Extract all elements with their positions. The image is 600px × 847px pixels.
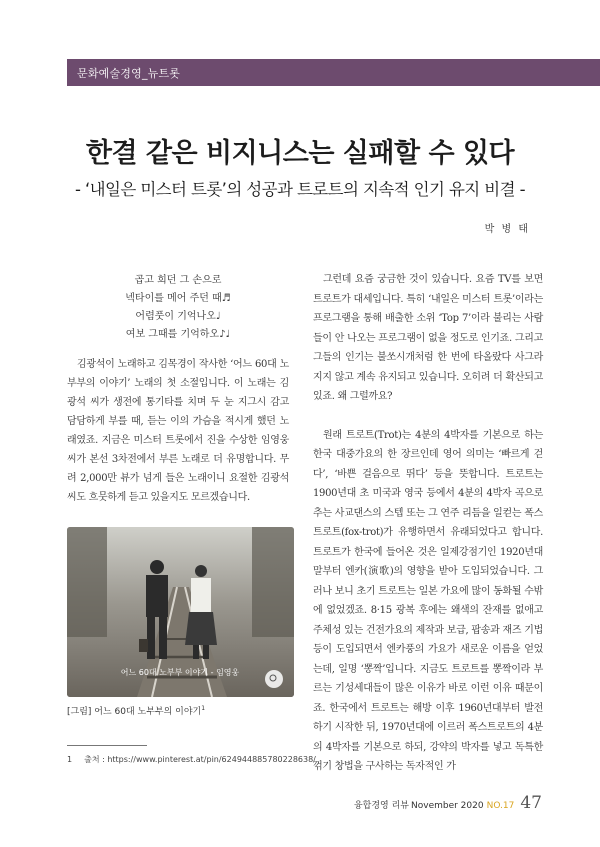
footnote-number: 1 xyxy=(67,755,73,764)
lens-icon xyxy=(265,670,283,688)
page-footer xyxy=(354,793,542,813)
couple-walking-photo xyxy=(67,527,294,697)
body-paragraph: 원래 트로트(Trot)는 4분의 4박자를 기본으로 하는 한국 대중가요의 한 장르인데 영어 의미는 ‘빠르게 걷다’, ‘바쁜 걸음으로 뛰다’ 등을 뜻합니다. 트로트는 1900년대 초 미국과 영국 등에서 4분의 4박자 곡으로 추는 사교댄스의 스텝 또는 그 연주 리듬을 일컫는 폭스트로트(fox-trot)가 유행하면서 유래되었다고 합니다. 트로트가 한국에 들어온 것은 일제강점기인 1920년대 말부터 엔카(演歌)의 영향을 받아 도입되었습니다. 그러나 보니 초기 트로트는 일본 가요에 많이 동화될 수밖에 없었겠죠. 8·15 광복 후에는 왜색의 잔재를 없애고 주체성 있는 건전가요의 제작과 보급, 팝송과 재즈 기법 등이 도입되면서 엔카풍의 가요가 새로운 이름을 얻었는데, 일명 ‘뽕짝’입니다. 지금도 트로트를 뽕짝이라 부르는 기성세대들이 많은 이유가 바로 이런 이유 때문이죠. 한국에서 트로트는 해방 이후 1960년대부터 발전하기 시작한 뒤, 1970년대에 이르러 폭스트로트의 4분의 4박자를 기본으로 하되, 강약의 박자를 넣고 독특한 꺾기 창법을 구사하는 독자적인 가 xyxy=(313,429,543,772)
section-banner xyxy=(67,59,600,86)
issue-date: November 2020 xyxy=(411,801,484,811)
poem-line: 어렴풋이 기억나오♩ xyxy=(135,311,221,322)
figure-photo xyxy=(67,527,294,697)
caption-text: [그림] 어느 60대 노부부의 이야기 xyxy=(67,707,202,717)
poem-line: 넥타이를 메어 주던 때♬ xyxy=(125,293,231,304)
page-number: 47 xyxy=(520,793,542,813)
poem-quote xyxy=(67,272,289,344)
publication-name: 융합경영 리뷰 xyxy=(353,801,409,811)
author-name: 박 병 태 xyxy=(484,224,530,235)
footnote xyxy=(67,754,316,765)
section-label: 문화예술경영_뉴트롯 xyxy=(77,66,181,80)
poem-line: 곱고 희던 그 손으로 xyxy=(134,275,222,286)
footnote-marker: 1 xyxy=(201,705,206,712)
left-column xyxy=(67,355,289,507)
footnote-text: 출처 : https://www.pinterest.at/pin/624944885780228638/ xyxy=(84,755,316,764)
article-subtitle: - ‘내일은 미스터 트롯’의 성공과 트로트의 지속적 인기 유지 비결 - xyxy=(75,180,525,199)
body-paragraph: 그런데 요즘 궁금한 것이 있습니다. 요즘 TV를 보면 트로트가 대세입니다. 특히 ‘내일은 미스터 트롯’이라는 프로그램을 통해 배출한 소위 ‘Top 7’이라 불리는 사람들이 안 나오는 프로그램이 없을 정도로 인기죠. 그리고 그들의 인기는 불쏘시개처럼 한 번에 타올랐다 사그라지지 않고 계속 유지되고 있습니다. 오히려 더 확산되고 있죠. 왜 그럴까요? xyxy=(313,274,543,402)
right-column xyxy=(313,270,543,777)
poem-line: 여보 그때를 기억하오♪♩ xyxy=(125,329,231,340)
photo-overlay-text: 어느 60대 노부부 이야기 - 임영웅 xyxy=(120,668,240,677)
issue-number: NO.17 xyxy=(486,801,515,811)
footnote-divider xyxy=(67,745,147,746)
article-title: 한결 같은 비지니스는 실패할 수 있다 xyxy=(85,138,515,169)
body-paragraph: 김광석이 노래하고 김목경이 작사한 ‘어느 60대 노부부의 이야기’ 노래의 첫 소절입니다. 이 노래는 김광석 씨가 생전에 통기타를 치며 두 눈 지그시 감고 담담하게 부를 때, 듣는 이의 가슴을 적시게 했던 노래였죠. 지금은 미스터 트롯에서 진을 수상한 임영웅 씨가 본선 3차전에서 부른 노래로 더 유명합니다. 무려 2,000만 뷰가 넘게 들은 노래이니 요절한 김광석 씨도 흐뭇하게 듣고 있을지도 모르겠습니다. xyxy=(67,359,289,503)
figure-caption xyxy=(67,704,205,717)
